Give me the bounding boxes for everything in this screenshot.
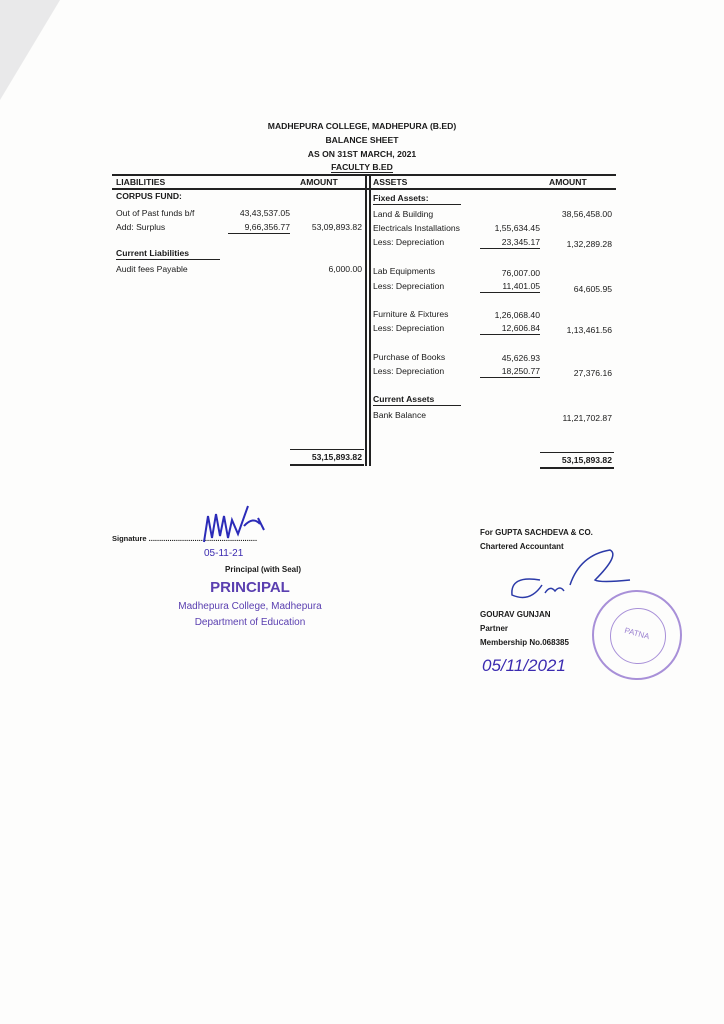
principal-seal-title: PRINCIPAL xyxy=(210,579,290,596)
past-funds-label: Out of Past funds b/f xyxy=(116,208,195,218)
column-divider xyxy=(365,174,367,466)
depreciation-label: Less: Depreciation xyxy=(373,323,445,333)
fixed-assets-heading: Fixed Assets: xyxy=(373,193,461,205)
page-fold xyxy=(0,0,60,100)
asset-label: Land & Building xyxy=(373,209,434,219)
faculty: FACULTY B.ED xyxy=(331,162,393,172)
asset-total: 38,56,458.00 xyxy=(561,209,612,219)
partner-name: GOURAV GUNJAN xyxy=(480,610,551,619)
depreciation-label: Less: Depreciation xyxy=(373,237,445,247)
column-divider-2 xyxy=(369,174,371,466)
asset-label: Lab Equipments xyxy=(373,266,436,276)
audit-fees-label: Audit fees Payable xyxy=(116,264,188,274)
liabilities-amount-heading: AMOUNT xyxy=(300,177,338,187)
corpus-fund-heading: CORPUS FUND: xyxy=(116,191,182,201)
assets-total-rule xyxy=(540,452,614,453)
table-top-rule xyxy=(112,174,616,176)
asset-depreciation: 23,345.17 xyxy=(480,237,540,249)
liabilities-total: 53,15,893.82 xyxy=(311,452,362,462)
asset-label: Furniture & Fixtures xyxy=(373,309,449,319)
document-title: BALANCE SHEET xyxy=(325,135,399,145)
principal-role: Principal (with Seal) xyxy=(225,565,302,574)
asset-label: Electricals Installations xyxy=(373,223,460,233)
bank-balance-value: 11,21,702.87 xyxy=(562,413,612,423)
asset-gross: 45,626.93 xyxy=(501,353,540,363)
partner-role: Partner xyxy=(480,624,509,633)
principal-signature xyxy=(198,498,278,548)
ca-date: 05/11/2021 xyxy=(482,656,566,675)
current-assets-heading: Current Assets xyxy=(373,394,461,406)
liabilities-total-double-rule xyxy=(290,464,364,466)
ca-role: Chartered Accountant xyxy=(480,542,564,551)
corpus-total: 53,09,893.82 xyxy=(311,222,362,232)
asset-total: 27,376.16 xyxy=(573,368,612,378)
header-bottom-rule xyxy=(112,188,616,190)
asset-label: Purchase of Books xyxy=(373,352,446,362)
depreciation-label: Less: Depreciation xyxy=(373,281,445,291)
asset-depreciation: 18,250.77 xyxy=(480,366,540,378)
ca-firm: For GUPTA SACHDEVA & CO. xyxy=(480,528,593,537)
liabilities-heading: LIABILITIES xyxy=(116,177,166,187)
assets-total: 53,15,893.82 xyxy=(561,455,612,465)
asset-total: 1,32,289.28 xyxy=(566,239,612,249)
membership-number: Membership No.068385 xyxy=(480,638,569,647)
document-date: AS ON 31ST MARCH, 2021 xyxy=(307,149,417,159)
depreciation-label: Less: Depreciation xyxy=(373,366,445,376)
principal-seal-line2: Department of Education xyxy=(194,617,306,628)
stamp-city: PATNA xyxy=(623,625,651,642)
asset-depreciation: 11,401.05 xyxy=(480,281,540,293)
liabilities-total-rule xyxy=(290,449,364,450)
principal-date: 05-11-21 xyxy=(204,548,244,559)
principal-seal-line1: Madhepura College, Madhepura xyxy=(178,601,322,612)
assets-total-double-rule xyxy=(540,467,614,469)
signature-line: Signature .................................................... xyxy=(112,534,258,543)
assets-amount-heading: AMOUNT xyxy=(549,177,587,187)
assets-heading: ASSETS xyxy=(373,177,408,187)
asset-total: 64,605.95 xyxy=(573,284,612,294)
surplus-value: 9,66,356.77 xyxy=(228,222,290,234)
asset-total: 1,13,461.56 xyxy=(566,325,612,335)
college-name: MADHEPURA COLLEGE, MADHEPURA (B.ED) xyxy=(267,121,457,131)
surplus-label: Add: Surplus xyxy=(116,222,166,232)
current-liabilities-heading: Current Liabilities xyxy=(116,248,220,260)
audit-fees-value: 6,000.00 xyxy=(328,264,362,274)
asset-gross: 1,26,068.40 xyxy=(494,310,540,320)
past-funds-value: 43,43,537.05 xyxy=(239,208,290,218)
bank-balance-label: Bank Balance xyxy=(373,410,427,420)
asset-gross: 76,007.00 xyxy=(501,268,540,278)
asset-gross: 1,55,634.45 xyxy=(494,223,540,233)
asset-depreciation: 12,606.84 xyxy=(480,323,540,335)
firm-stamp xyxy=(592,590,682,680)
